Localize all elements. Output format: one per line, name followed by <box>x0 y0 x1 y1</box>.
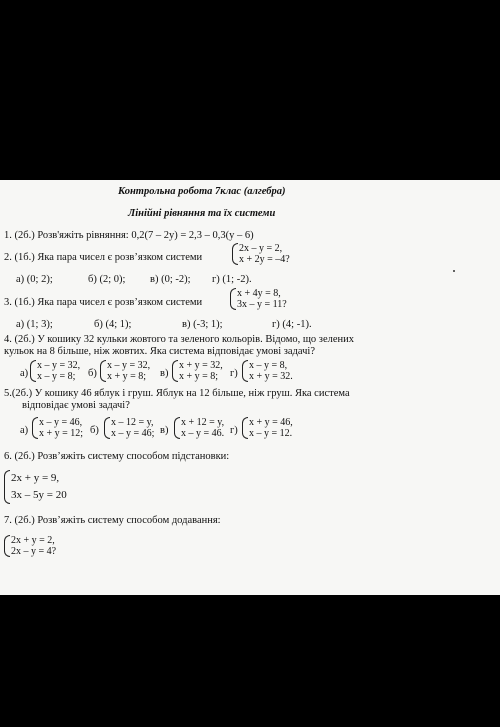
q4-label-d: г) <box>230 368 238 379</box>
question-4-line1: 4. (2б.) У кошику 32 кульки жовтого та зеленого кольорів. Відомо, що зелених <box>4 334 354 345</box>
q3-option-d: г) (4; -1). <box>272 319 312 330</box>
worksheet-subtitle: Лінійні рівняння та їх системи <box>128 208 276 219</box>
q6-system: 2x + y = 9, 3x – 5y = 20 <box>4 470 67 504</box>
q5-system-b: x – 12 = y, x – y = 46; <box>104 417 154 439</box>
q4-system-b: x – y = 32, x + y = 8; <box>100 360 150 382</box>
q2-option-c: в) (0; -2); <box>150 274 191 285</box>
q4-system-c: x + y = 32, x + y = 8; <box>172 360 223 382</box>
q5-label-d: г) <box>230 425 238 436</box>
question-7: 7. (2б.) Розв’яжіть систему способом додавання: <box>4 515 221 526</box>
question-1: 1. (2б.) Розв'яжіть рівняння: 0,2(7 – 2y) = 2,3 – 0,3(y – 6) <box>4 230 254 241</box>
q2-option-a: а) (0; 2); <box>16 274 53 285</box>
q4-label-b: б) <box>88 368 97 379</box>
question-3: 3. (1б.) Яка пара чисел є розв’язком системи <box>4 297 203 308</box>
q5-label-c: в) <box>160 425 169 436</box>
question-2: 2. (1б.) Яка пара чисел є розв’язком системи <box>4 252 203 263</box>
stray-dot <box>453 270 455 272</box>
question-5-line1: 5.(2б.) У кошику 46 яблук і груш. Яблук на 12 більше, ніж груш. Яка система <box>4 388 350 399</box>
q4-label-c: в) <box>160 368 169 379</box>
q2-option-b: б) (2; 0); <box>88 274 126 285</box>
worksheet-title: Контрольна робота 7клас (алгебра) <box>118 186 286 197</box>
worksheet-page <box>0 180 500 595</box>
q4-system-a: x – y = 32, x – y = 8; <box>30 360 80 382</box>
question-5-line2: відповідає умові задачі? <box>22 400 130 411</box>
q3-option-b: б) (4; 1); <box>94 319 132 330</box>
q7-system: 2x + y = 2, 2x – y = 4? <box>4 535 56 557</box>
q2-option-d: г) (1; -2). <box>212 274 252 285</box>
q5-system-c: x + 12 = y, x – y = 46. <box>174 417 224 439</box>
q3-option-c: в) (-3; 1); <box>182 319 223 330</box>
question-4-line2: кульок на 8 більше, ніж жовтих. Яка система відповідає умові задачі? <box>4 346 316 357</box>
q2-system: 2x – y = 2, x + 2y = –4? <box>232 243 290 265</box>
q3-system: x + 4y = 8, 3x – y = 11? <box>230 288 287 310</box>
question-6: 6. (2б.) Розв’яжіть систему способом підстановки: <box>4 451 230 462</box>
q5-system-d: x + y = 46, x – y = 12. <box>242 417 293 439</box>
q5-label-b: б) <box>90 425 99 436</box>
q5-label-a: а) <box>20 425 29 436</box>
q4-system-d: x – y = 8, x + y = 32. <box>242 360 293 382</box>
q4-label-a: а) <box>20 368 29 379</box>
q5-system-a: x – y = 46, x + y = 12; <box>32 417 83 439</box>
q3-option-a: а) (1; 3); <box>16 319 53 330</box>
